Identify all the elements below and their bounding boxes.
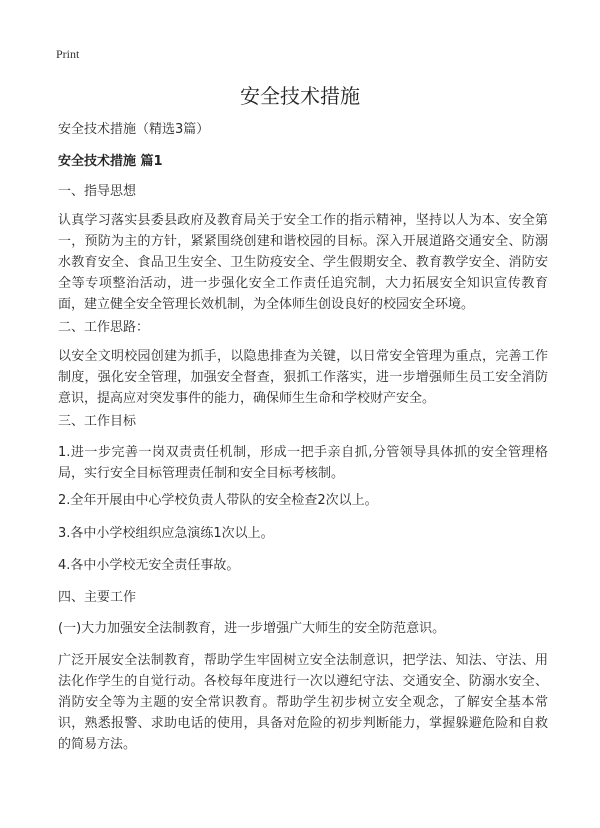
section-1-paragraph-1: 认真学习落实县委县政府及教育局关于安全工作的指示精神，坚持以人为本、安全第一，预防为主的方针，紧紧围绕创建和谐校园的目标。深入开展道路交通安全、防溺水教育安全、食品卫生安全、卫生防疫安全、学生假期安全、教育教学安全、消防安全等专项整治活动，进一步强化安全工作责任追究制，大力拓展安全知识宣传教育面，建立健全安全管理长效机制，为全体师生创设良好的校园安全环境。	[58, 213, 548, 312]
section-2-paragraph-1: 以安全文明校园创建为抓手，以隐患排查为关键，以日常安全管理为重点，完善工作制度，强化安全管理，加强安全督查，狠抓工作落实，进一步增强师生员工安全消防意识，提高应对突发事件的能力，确保师生生命和学校财产安全。	[58, 349, 548, 406]
article-heading: 安全技术措施 篇1	[58, 154, 163, 169]
document-subtitle: 安全技术措施（精选3篇）	[58, 122, 210, 137]
section-3-paragraph-4: 4.各中小学校无安全责任事故。	[58, 558, 240, 573]
print-label: Print	[56, 47, 80, 61]
section-heading-3: 三、工作目标	[58, 414, 137, 429]
section-4-paragraph-1: (一)大力加强安全法制教育，进一步增强广大师生的安全防范意识。	[58, 621, 446, 636]
section-heading-2: 二、工作思路：	[58, 320, 150, 335]
section-3-paragraph-2: 2.全年开展由中心学校负责人带队的安全检查2次以上。	[58, 493, 378, 508]
section-heading-1: 一、指导思想	[58, 184, 137, 199]
document-title: 安全技术措施	[240, 84, 360, 108]
section-4-paragraph-2: 广泛开展安全法制教育，帮助学生牢固树立安全法制意识，把学法、知法、守法、用法化作学生的自觉行动。各校每年度进行一次以遵纪守法、交通安全、防溺水安全、消防安全等为主题的安全常识教育。帮助学生初步树立安全观念，了解安全基本常识，熟悉报警、求助电话的使用，具备对危险的初步判断能力，掌握躲避危险和自救的简易方法。	[58, 653, 548, 752]
section-3-paragraph-3: 3.各中小学校组织应急演练1次以上。	[58, 526, 274, 541]
section-3-paragraph-1: 1.进一步完善一岗双责责任机制，形成一把手亲自抓,分管领导具体抓的安全管理格局，实行安全目标管理责任制和安全目标考核制。	[58, 445, 548, 481]
section-heading-4: 四、主要工作	[58, 590, 137, 605]
